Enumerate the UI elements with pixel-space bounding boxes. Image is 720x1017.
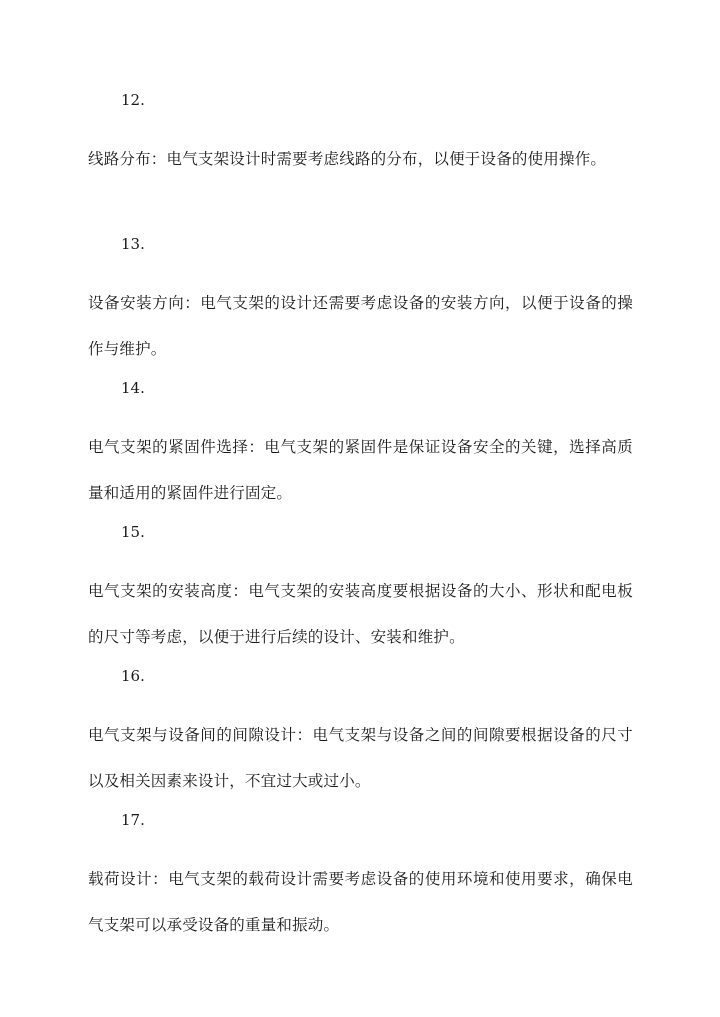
item-text: 电气支架的紧固件选择：电气支架的紧固件是保证设备安全的关键，选择高质量和适用的紧固件进行固定。 [88,438,633,502]
item-number: 16. [121,667,145,685]
list-item [88,810,633,948]
item-number: 15. [121,523,145,541]
item-number: 14. [121,379,145,397]
list-item [88,522,633,660]
item-text: 设备安装方向：电气支架的设计还需要考虑设备的安装方向，以便于设备的操作与维护。 [88,294,633,358]
list-item [88,234,633,372]
item-text: 电气支架的安装高度：电气支架的安装高度要根据设备的大小、形状和配电板的尺寸等考虑，以便于进行后续的设计、安装和维护。 [88,582,633,646]
item-text: 线路分布：电气支架设计时需要考虑线路的分布，以便于设备的使用操作。 [88,150,607,168]
item-number: 17. [121,811,145,829]
item-text: 载荷设计：电气支架的载荷设计需要考虑设备的使用环境和使用要求，确保电气支架可以承受设备的重量和振动。 [88,870,633,934]
list-item [88,90,633,182]
item-number: 12. [121,91,145,109]
list-item [88,666,633,804]
item-number: 13. [121,235,145,253]
item-text: 电气支架与设备间的间隙设计：电气支架与设备之间的间隙要根据设备的尺寸以及相关因素来设计，不宜过大或过小。 [88,726,633,790]
list-item [88,378,633,516]
